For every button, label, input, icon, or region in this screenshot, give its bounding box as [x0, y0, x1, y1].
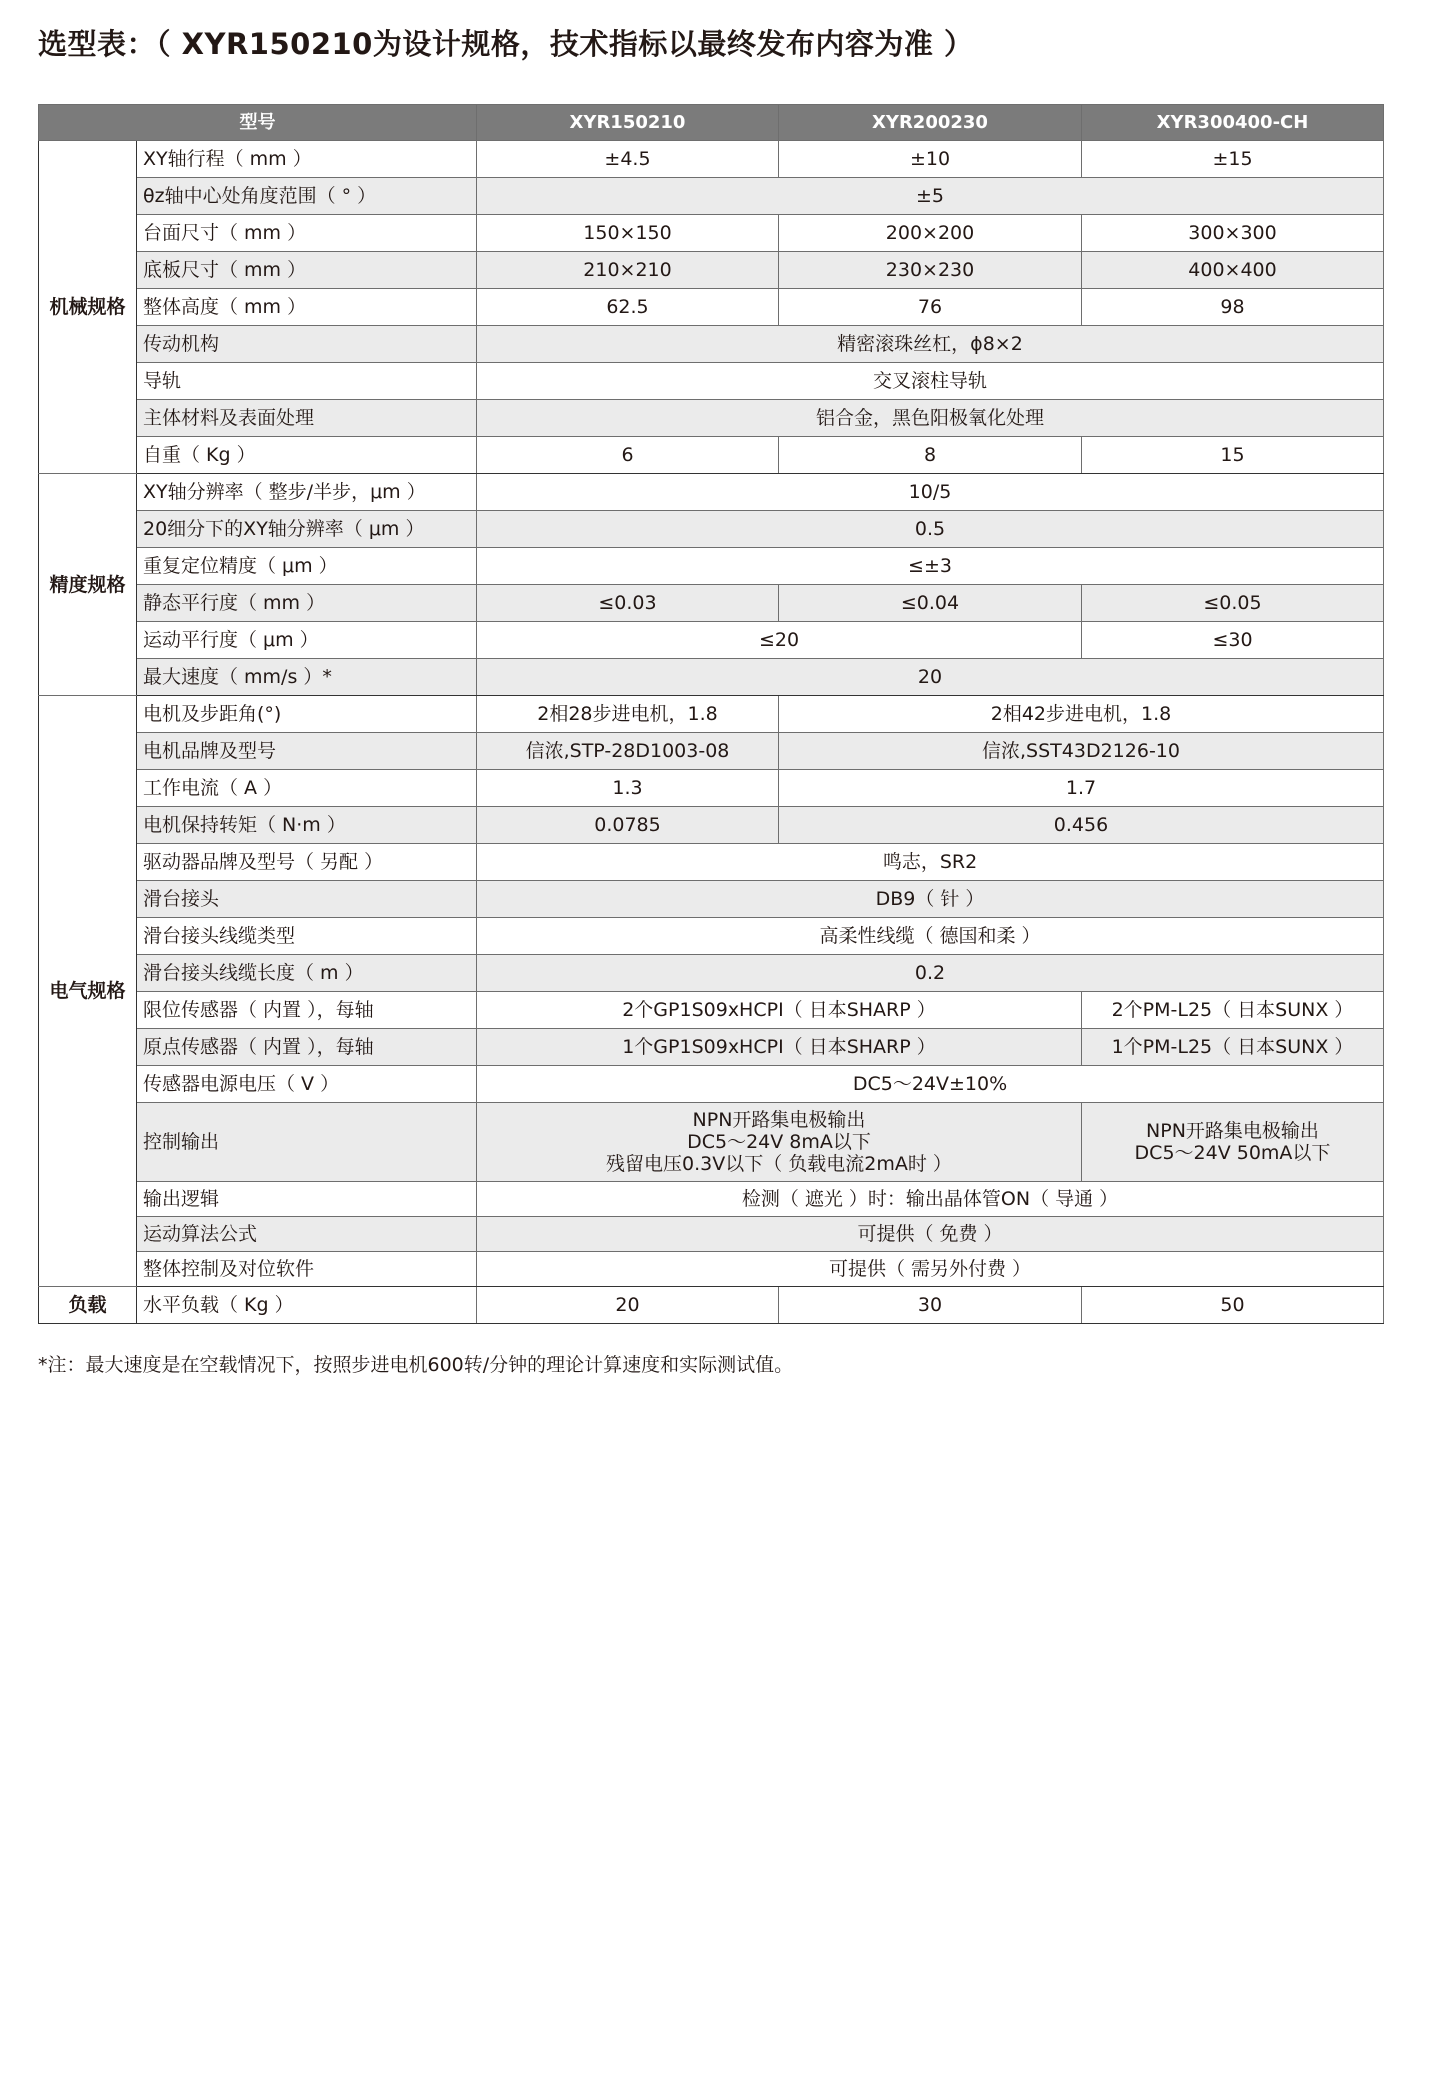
value-line: DC5～24V 50mA以下 [1134, 1142, 1331, 1164]
table-row [39, 1217, 1384, 1252]
value-cell: 2相28步进电机，1.8 [477, 696, 779, 733]
value-cell: 1.3 [477, 770, 779, 807]
category-electrical: 电气规格 [39, 696, 137, 1287]
value-cell: 15 [1082, 437, 1384, 474]
table-row [39, 955, 1384, 992]
table-row [39, 1252, 1384, 1287]
param-label: XY轴行程（ mm ） [137, 141, 477, 178]
table-row [39, 696, 1384, 733]
value-cell: 30 [779, 1287, 1082, 1324]
value-cell: 可提供（ 免费 ） [477, 1217, 1384, 1252]
table-row [39, 770, 1384, 807]
value-cell: 2个PM-L25（ 日本SUNX ） [1082, 992, 1384, 1029]
table-row [39, 807, 1384, 844]
param-label: 静态平行度（ mm ） [137, 585, 477, 622]
value-cell: 0.456 [779, 807, 1384, 844]
value-cell: 精密滚珠丝杠，ϕ8×2 [477, 326, 1384, 363]
table-row [39, 289, 1384, 326]
param-label: 输出逻辑 [137, 1182, 477, 1217]
param-label: 工作电流（ A ） [137, 770, 477, 807]
value-cell: 1个GP1S09xHCPI（ 日本SHARP ） [477, 1029, 1082, 1066]
value-cell: 400×400 [1082, 252, 1384, 289]
value-cell: 检测（ 遮光 ）时：输出晶体管ON（ 导通 ） [477, 1182, 1384, 1217]
table-row [39, 844, 1384, 881]
param-label: 原点传感器（ 内置 ），每轴 [137, 1029, 477, 1066]
value-cell [477, 1103, 1082, 1182]
page-title: 选型表：（ XYR150210为设计规格，技术指标以最终发布内容为准 ） [38, 27, 974, 61]
value-cell: 76 [779, 289, 1082, 326]
value-cell: 交叉滚柱导轨 [477, 363, 1384, 400]
table-row [39, 1182, 1384, 1217]
value-cell: 2相42步进电机，1.8 [779, 696, 1384, 733]
table-row [39, 733, 1384, 770]
value-cell: 10/5 [477, 474, 1384, 511]
selection-table [38, 104, 1384, 1324]
param-label: XY轴分辨率（ 整步/半步，μm ） [137, 474, 477, 511]
param-label: 水平负载（ Kg ） [137, 1287, 477, 1324]
value-cell: ≤0.04 [779, 585, 1082, 622]
table-row [39, 1029, 1384, 1066]
value-cell: 1.7 [779, 770, 1384, 807]
param-label: 传感器电源电压（ V ） [137, 1066, 477, 1103]
value-cell: ≤0.05 [1082, 585, 1384, 622]
param-label: 台面尺寸（ mm ） [137, 215, 477, 252]
param-label: θz轴中心处角度范围（ ° ） [137, 178, 477, 215]
table-row [39, 1103, 1384, 1182]
table-row [39, 548, 1384, 585]
table-row [39, 659, 1384, 696]
table-row [39, 252, 1384, 289]
table-row [39, 141, 1384, 178]
category-precision: 精度规格 [39, 474, 137, 696]
value-cell: 200×200 [779, 215, 1082, 252]
value-cell: 鸣志，SR2 [477, 844, 1384, 881]
value-line: NPN开路集电极输出 [1146, 1120, 1319, 1142]
value-cell: ≤±3 [477, 548, 1384, 585]
header-model-3: XYR300400-CH [1082, 105, 1384, 141]
param-label: 主体材料及表面处理 [137, 400, 477, 437]
category-load: 负载 [39, 1287, 137, 1324]
value-cell: ±10 [779, 141, 1082, 178]
value-cell: 8 [779, 437, 1082, 474]
header-model-label: 型号 [39, 105, 477, 141]
param-label: 滑台接头 [137, 881, 477, 918]
value-cell: 210×210 [477, 252, 779, 289]
value-cell: 50 [1082, 1287, 1384, 1324]
param-label: 电机品牌及型号 [137, 733, 477, 770]
param-label: 20细分下的XY轴分辨率（ μm ） [137, 511, 477, 548]
value-cell: 20 [477, 659, 1384, 696]
param-label: 导轨 [137, 363, 477, 400]
table-row [39, 1287, 1384, 1324]
header-model-1: XYR150210 [477, 105, 779, 141]
value-cell: 1个PM-L25（ 日本SUNX ） [1082, 1029, 1384, 1066]
value-cell: ±15 [1082, 141, 1384, 178]
value-cell: DC5～24V±10% [477, 1066, 1384, 1103]
table-row [39, 511, 1384, 548]
value-cell: 信浓,STP-28D1003-08 [477, 733, 779, 770]
table-row [39, 474, 1384, 511]
table-row [39, 918, 1384, 955]
footnote: *注：最大速度是在空载情况下，按照步进电机600转/分钟的理论计算速度和实际测试值。 [38, 1354, 794, 1376]
value-cell [1082, 1103, 1384, 1182]
header-row [39, 105, 1384, 141]
param-label: 最大速度（ mm/s ）* [137, 659, 477, 696]
table-row [39, 326, 1384, 363]
param-label: 电机及步距角(°) [137, 696, 477, 733]
param-label: 底板尺寸（ mm ） [137, 252, 477, 289]
value-cell: 高柔性线缆（ 德国和柔 ） [477, 918, 1384, 955]
category-mechanical: 机械规格 [39, 141, 137, 474]
param-label: 传动机构 [137, 326, 477, 363]
value-cell: 20 [477, 1287, 779, 1324]
table-row [39, 400, 1384, 437]
value-line: NPN开路集电极输出 [692, 1109, 866, 1131]
param-label: 驱动器品牌及型号（ 另配 ） [137, 844, 477, 881]
param-label: 电机保持转矩（ N·m ） [137, 807, 477, 844]
table-row [39, 585, 1384, 622]
value-cell: ±5 [477, 178, 1384, 215]
param-label: 自重（ Kg ） [137, 437, 477, 474]
value-cell: ≤20 [477, 622, 1082, 659]
header-model-2: XYR200230 [779, 105, 1082, 141]
param-label: 整体控制及对位软件 [137, 1252, 477, 1287]
value-cell: 2个GP1S09xHCPI（ 日本SHARP ） [477, 992, 1082, 1029]
value-cell: ±4.5 [477, 141, 779, 178]
param-label: 整体高度（ mm ） [137, 289, 477, 326]
table-row [39, 1066, 1384, 1103]
param-label: 运动平行度（ μm ） [137, 622, 477, 659]
value-cell: 0.2 [477, 955, 1384, 992]
table-row [39, 437, 1384, 474]
value-cell: 可提供（ 需另外付费 ） [477, 1252, 1384, 1287]
table-row [39, 992, 1384, 1029]
value-cell: DB9（ 针 ） [477, 881, 1384, 918]
value-cell: 150×150 [477, 215, 779, 252]
value-cell: 98 [1082, 289, 1384, 326]
table-row [39, 363, 1384, 400]
value-line: DC5～24V 8mA以下 [687, 1131, 871, 1153]
param-label: 运动算法公式 [137, 1217, 477, 1252]
value-cell: 300×300 [1082, 215, 1384, 252]
param-label: 限位传感器（ 内置 ），每轴 [137, 992, 477, 1029]
value-line: 残留电压0.3V以下（ 负载电流2mA时 ） [606, 1153, 952, 1175]
param-label: 重复定位精度（ μm ） [137, 548, 477, 585]
param-label: 控制输出 [137, 1103, 477, 1182]
value-cell: ≤30 [1082, 622, 1384, 659]
value-cell: 0.0785 [477, 807, 779, 844]
table-row [39, 622, 1384, 659]
value-cell: 信浓,SST43D2126-10 [779, 733, 1384, 770]
value-cell: 0.5 [477, 511, 1384, 548]
value-cell: 6 [477, 437, 779, 474]
param-label: 滑台接头线缆类型 [137, 918, 477, 955]
value-cell: 230×230 [779, 252, 1082, 289]
param-label: 滑台接头线缆长度（ m ） [137, 955, 477, 992]
value-cell: 62.5 [477, 289, 779, 326]
table-row [39, 215, 1384, 252]
table-row [39, 881, 1384, 918]
value-cell: ≤0.03 [477, 585, 779, 622]
value-cell: 铝合金，黑色阳极氧化处理 [477, 400, 1384, 437]
table-row [39, 178, 1384, 215]
